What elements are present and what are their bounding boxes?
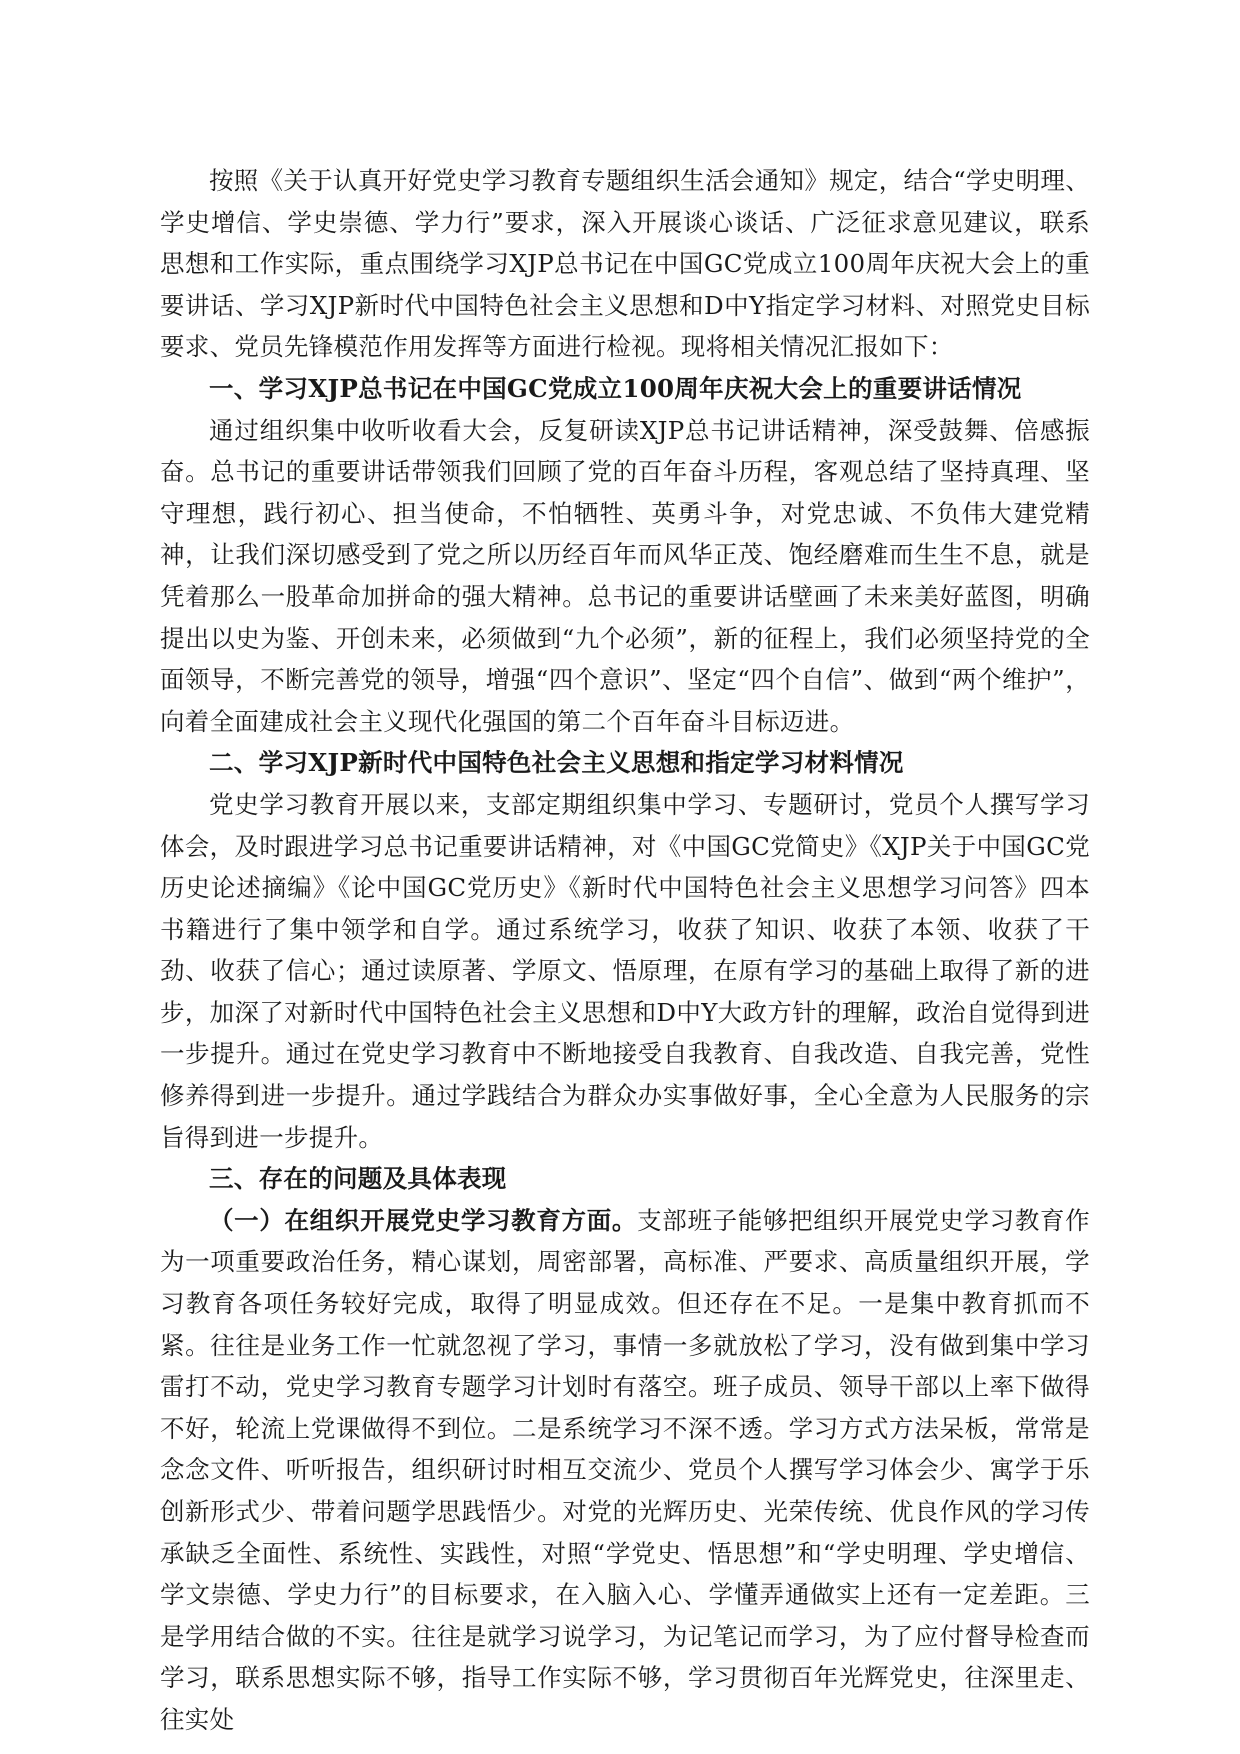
section-3-subsection-1-paragraph [160,1200,1090,1741]
document-body [160,160,1090,1741]
section-1-paragraph: 通过组织集中收听收看大会，反复研读XJP总书记讲话精神，深受鼓舞、倍感振奋。总书记的重要讲话带领我们回顾了党的百年奋斗历程，客观总结了坚持真理、坚守理想，践行初心、担当使命，不怕牺牲、英勇斗争，对党忠诚、不负伟大建党精神，让我们深切感受到了党之所以历经百年而风华正茂、饱经磨难而生生不息，就是凭着那么一股革命加拼命的强大精神。总书记的重要讲话壁画了未来美好蓝图，明确提出以史为鉴、开创未来，必须做到“九个必须”，新的征程上，我们必须坚持党的全面领导，不断完善党的领导，增强“四个意识”、坚定“四个自信”、做到“两个维护”，向着全面建成社会主义现代化强国的第二个百年奋斗目标迈进。 [160,415,1090,736]
section-2-paragraph: 党史学习教育开展以来，支部定期组织集中学习、专题研讨，党员个人撰写学习体会，及时跟进学习总书记重要讲话精神，对《中国GC党简史》《XJP关于中国GC党历史论述摘编》《论中国GC党历史》《新时代中国特色社会主义思想学习问答》四本书籍进行了集中领学和自学。通过系统学习，收获了知识、收获了本领、收获了干劲、收获了信心；通过读原著、学原文、悟原理，在原有学习的基础上取得了新的进步，加深了对新时代中国特色社会主义思想和D中Y大政方针的理解，政治自觉得到进一步提升。通过在党史学习教育中不断地接受自我教育、自我改造、自我完善，党性修养得到进一步提升。通过学践结合为群众办实事做好事，全心全意为人民服务的宗旨得到进一步提升。 [160,789,1090,1152]
section-2-heading: 二、学习XJP新时代中国特色社会主义思想和指定学习材料情况 [209,748,904,778]
section-3-heading: 三、存在的问题及具体表现 [209,1164,507,1194]
section-1-heading: 一、学习XJP总书记在中国GC党成立100周年庆祝大会上的重要讲话情况 [209,373,1022,403]
subsection-1-lead: （一）在组织开展党史学习教育方面。 [209,1205,638,1235]
intro-paragraph: 按照《关于认真开好党史学习教育专题组织生活会通知》规定，结合“学史明理、学史增信、学史崇德、学力行”要求，深入开展谈心谈话、广泛征求意见建议，联系思想和工作实际，重点围绕学习XJP总书记在中国GC党成立100周年庆祝大会上的重要讲话、学习XJP新时代中国特色社会主义思想和D中Y指定学习材料、对照党史目标要求、党员先锋模范作用发挥等方面进行检视。现将相关情况汇报如下： [160,166,1090,362]
subsection-1-body: 支部班子能够把组织开展党史学习教育作为一项重要政治任务，精心谋划，周密部署，高标准、严要求、高质量组织开展，学习教育各项任务较好完成，取得了明显成效。但还存在不足。一是集中教育抓而不紧。往往是业务工作一忙就忽视了学习，事情一多就放松了学习，没有做到集中学习雷打不动，党史学习教育专题学习计划时有落空。班子成员、领导干部以上率下做得不好，轮流上党课做得不到位。二是系统学习不深不透。学习方式方法呆板，常常是念念文件、听听报告，组织研讨时相互交流少、党员个人撰写学习体会少、寓学于乐创新形式少、带着问题学思践悟少。对党的光辉历史、光荣传统、优良作风的学习传承缺乏全面性、系统性、实践性，对照“学党史、悟思想”和“学史明理、学史增信、学文崇德、学史力行”的目标要求，在入脑入心、学懂弄通做实上还有一定差距。三是学用结合做的不实。往往是就学习说学习，为记笔记而学习，为了应付督导检查而学习，联系思想实际不够，指导工作实际不够，学习贯彻百年光辉党史，往深里走、往实处 [160,1205,1090,1734]
